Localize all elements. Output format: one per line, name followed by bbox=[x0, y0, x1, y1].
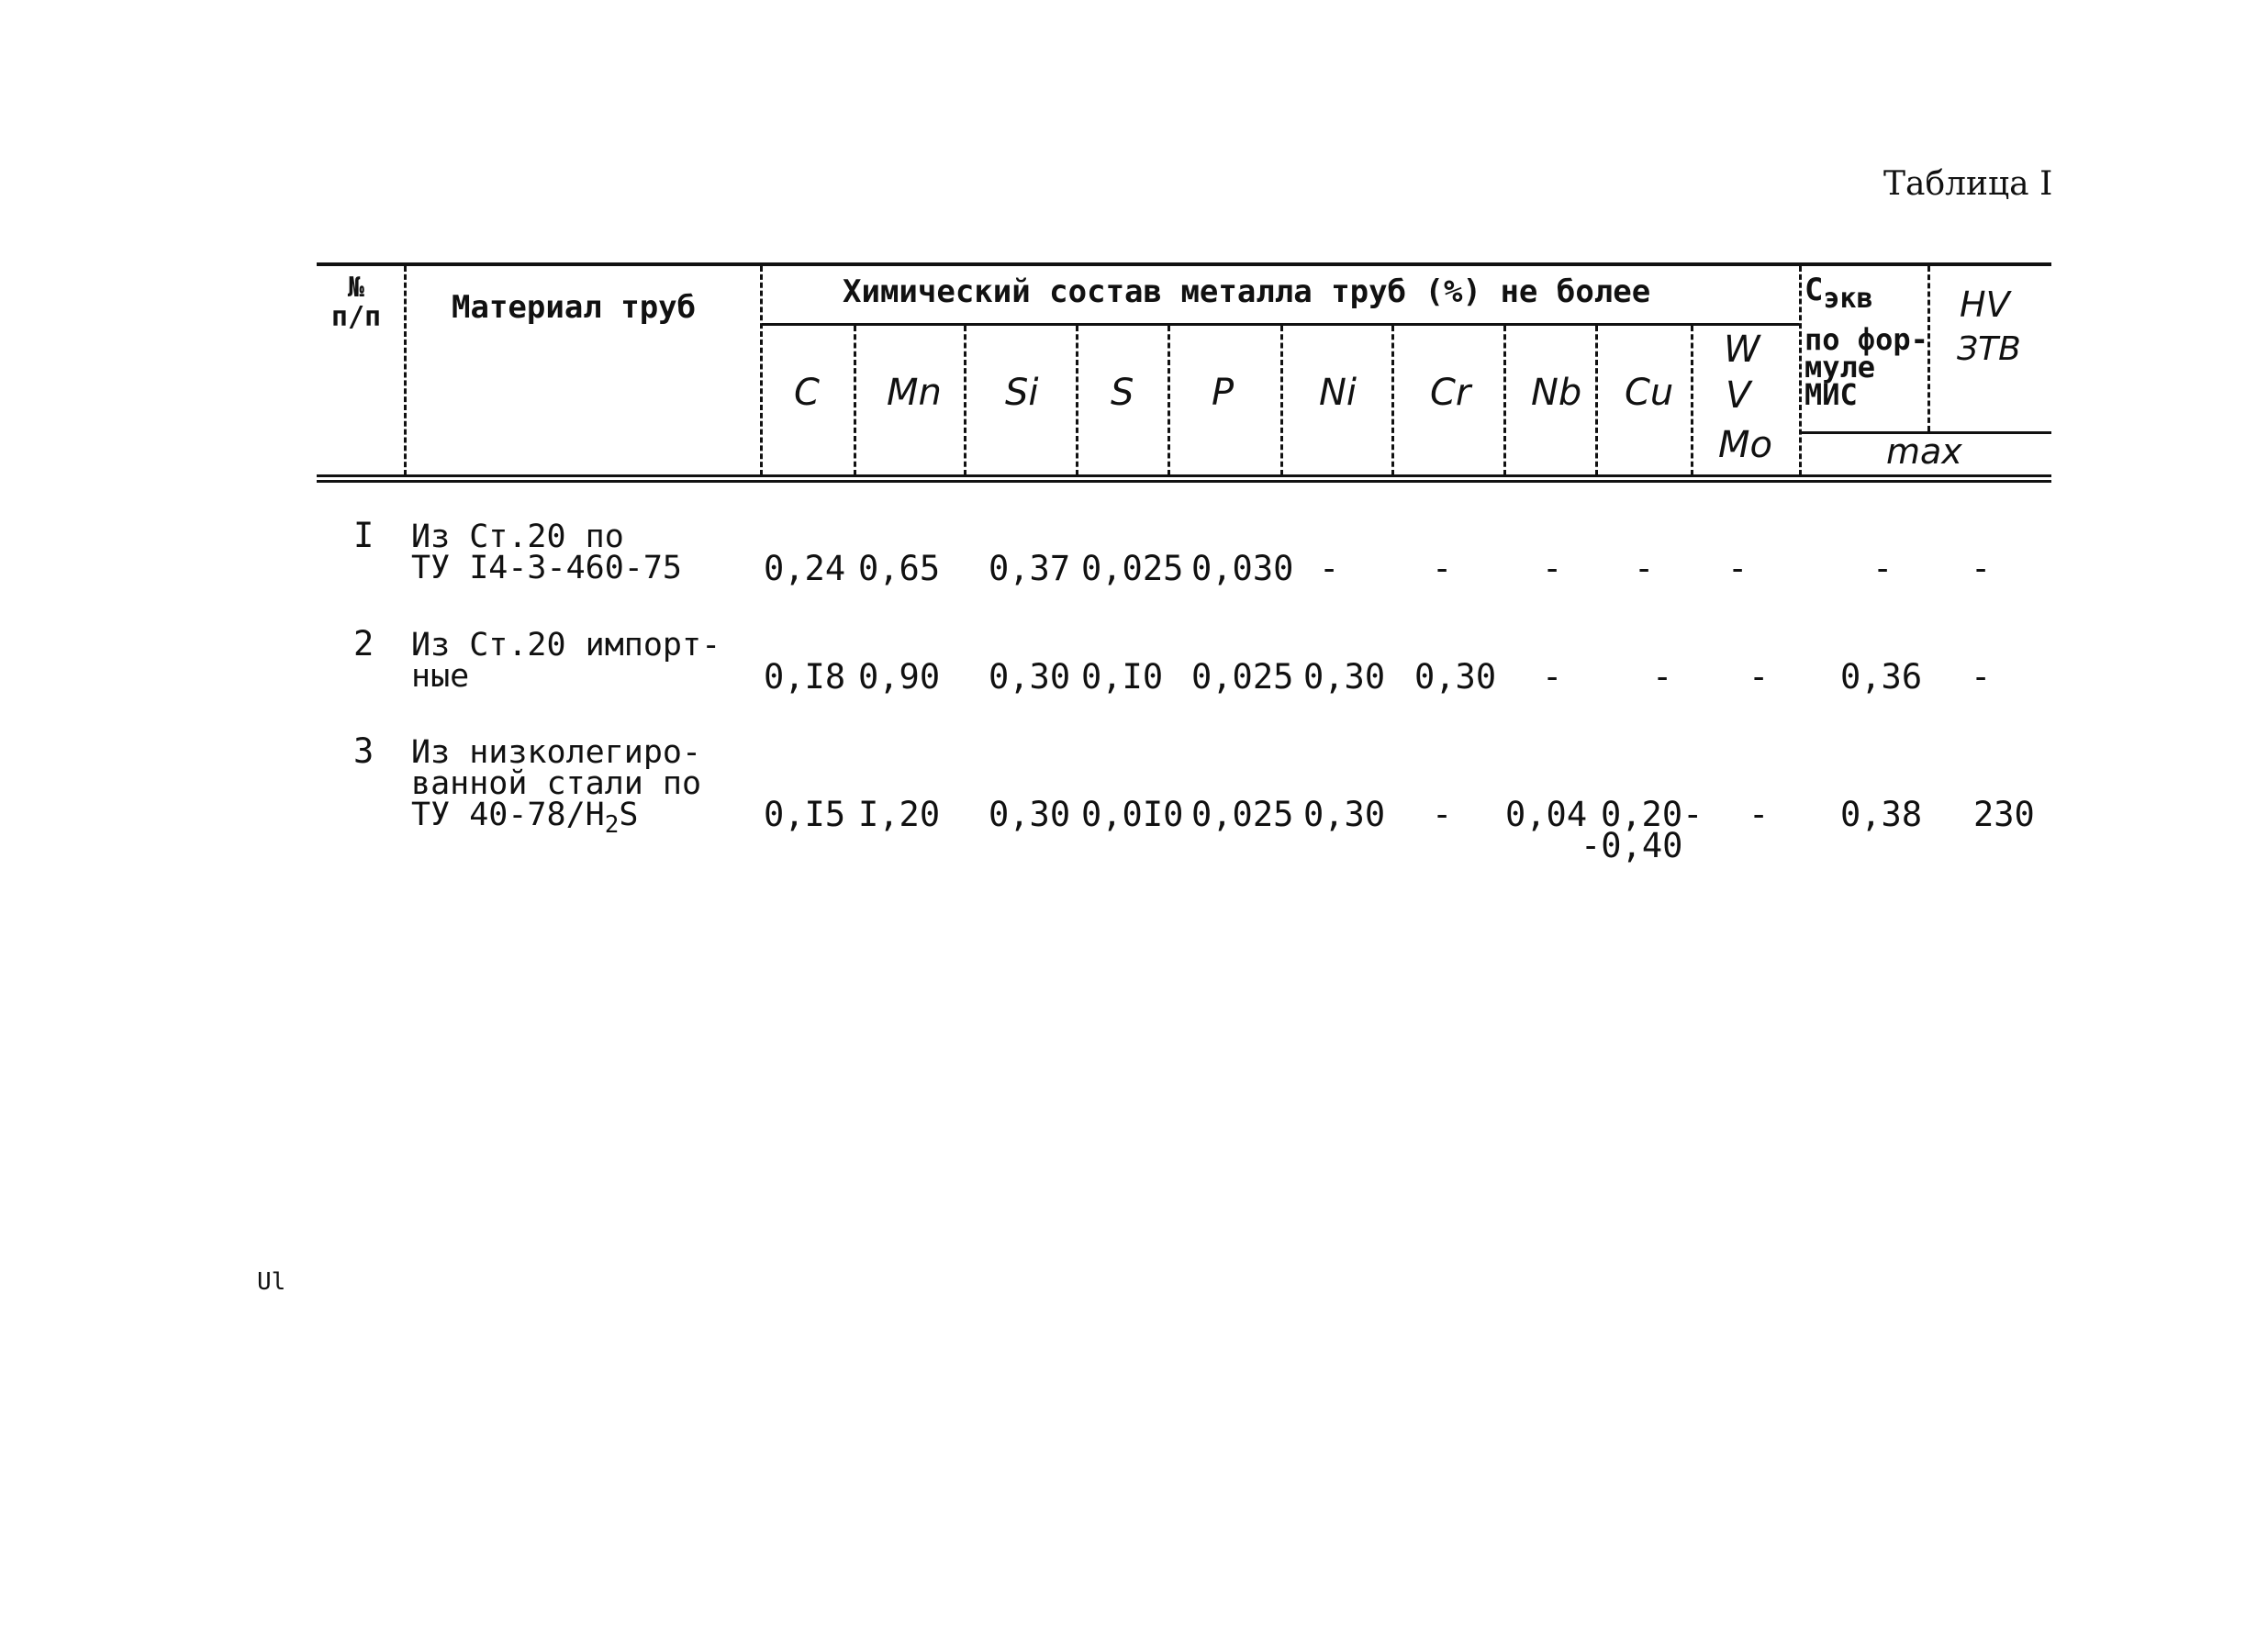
cell-wvmo: - bbox=[1727, 549, 1748, 588]
header-el-nb: Nb bbox=[1531, 372, 1582, 414]
col-divider bbox=[1280, 326, 1283, 475]
col-divider bbox=[760, 266, 763, 475]
cell-ceq: - bbox=[1872, 549, 1894, 588]
header-el-mo: Mo bbox=[1718, 424, 1772, 466]
cell-p: 0,025 bbox=[1191, 795, 1294, 834]
row-material bbox=[411, 627, 721, 695]
header-el-si: Si bbox=[1005, 372, 1039, 414]
header-el-ni: Ni bbox=[1319, 372, 1357, 414]
material-line-tail: S bbox=[619, 797, 639, 833]
col-divider bbox=[1799, 266, 1802, 475]
header-el-p: P bbox=[1212, 372, 1235, 414]
row-material bbox=[411, 521, 682, 584]
material-line: ные bbox=[411, 658, 470, 695]
table-top-rule bbox=[317, 262, 2051, 266]
cell-c: 0,I5 bbox=[764, 795, 846, 834]
header-hv: HV bbox=[1960, 284, 2010, 325]
header-material: Материал труб bbox=[452, 289, 697, 326]
header-el-v: V bbox=[1726, 374, 1751, 417]
table-caption: Таблица I bbox=[1883, 165, 2053, 203]
col-divider bbox=[1076, 326, 1078, 475]
cell-si: 0,37 bbox=[989, 549, 1071, 588]
header-num: № п/п bbox=[330, 272, 382, 333]
row-num: 2 bbox=[353, 624, 374, 663]
col-divider bbox=[854, 326, 856, 475]
cell-si: 0,30 bbox=[989, 795, 1071, 834]
cell-nb: - bbox=[1542, 657, 1563, 697]
header-bottom-rule bbox=[317, 474, 2051, 477]
cell-cr: 0,30 bbox=[1414, 657, 1497, 697]
cell-s: 0,025 bbox=[1081, 549, 1184, 588]
header-max: max bbox=[1886, 431, 1962, 472]
material-line: ТУ I4-3-460-75 bbox=[411, 550, 683, 586]
header-ceq-rest: по фор- муле МИС bbox=[1804, 322, 1928, 412]
material-subscript: 2 bbox=[604, 811, 620, 839]
cell-wvmo: - bbox=[1748, 657, 1770, 697]
cell-s: 0,0I0 bbox=[1081, 795, 1184, 834]
col-divider bbox=[1691, 326, 1693, 475]
row-material bbox=[411, 734, 702, 841]
material-line: Из Ст.20 импорт- bbox=[411, 627, 721, 663]
cell-ni: - bbox=[1319, 549, 1340, 588]
cell-cu: - bbox=[1652, 657, 1673, 697]
cell-cu-line2: -0,40 bbox=[1581, 826, 1683, 865]
header-el-w: W bbox=[1724, 329, 1760, 371]
cell-nb: - bbox=[1542, 549, 1563, 588]
cell-si: 0,30 bbox=[989, 657, 1071, 697]
cell-mn: 0,90 bbox=[858, 657, 941, 697]
material-line: ТУ 40-78/H bbox=[411, 797, 605, 833]
header-bottom-rule-2 bbox=[317, 480, 2051, 483]
header-hv-sub: ЗТВ bbox=[1957, 330, 2021, 368]
cell-c: 0,24 bbox=[764, 549, 846, 588]
header-el-cr: Cr bbox=[1430, 372, 1471, 414]
cell-cr: - bbox=[1432, 549, 1453, 588]
cell-s: 0,I0 bbox=[1081, 657, 1164, 697]
material-line: ванной стали по bbox=[411, 765, 702, 802]
header-ceq-c: C bbox=[1804, 272, 1824, 308]
cell-hv: 230 bbox=[1973, 795, 2035, 834]
header-el-mn: Mn bbox=[887, 372, 942, 414]
cell-p: 0,025 bbox=[1191, 657, 1294, 697]
material-line: Из Ст.20 по bbox=[411, 519, 624, 555]
header-ceq-sub: экв bbox=[1823, 282, 1873, 315]
cell-wvmo: - bbox=[1748, 795, 1770, 834]
col-divider bbox=[1503, 326, 1506, 475]
cell-hv: - bbox=[1971, 657, 1992, 697]
cell-ni: 0,30 bbox=[1303, 795, 1386, 834]
cell-nb: 0,04 bbox=[1505, 795, 1588, 834]
col-divider bbox=[1168, 326, 1170, 475]
row-num: 3 bbox=[353, 731, 374, 771]
cell-ceq: 0,38 bbox=[1840, 795, 1923, 834]
cell-c: 0,I8 bbox=[764, 657, 846, 697]
cell-ni: 0,30 bbox=[1303, 657, 1386, 697]
row-num: I bbox=[353, 516, 374, 555]
col-divider bbox=[964, 326, 966, 475]
cell-cr: - bbox=[1432, 795, 1453, 834]
material-line: Из низколегиро- bbox=[411, 734, 702, 771]
col-divider bbox=[404, 266, 407, 475]
cell-mn: 0,65 bbox=[858, 549, 941, 588]
header-el-cu: Cu bbox=[1625, 372, 1674, 414]
header-el-c: C bbox=[794, 372, 820, 414]
cell-cu: 0,20- bbox=[1601, 795, 1704, 834]
cell-mn: I,20 bbox=[858, 795, 941, 834]
cell-ceq: 0,36 bbox=[1840, 657, 1923, 697]
col-divider bbox=[1391, 326, 1394, 475]
cell-p: 0,030 bbox=[1191, 549, 1294, 588]
cell-hv: - bbox=[1971, 549, 1992, 588]
header-chem-group: Химический состав металла труб (%) не более bbox=[843, 273, 1651, 310]
header-ceq bbox=[1804, 272, 1873, 315]
header-el-s: S bbox=[1111, 372, 1134, 414]
footnote-mark: Ul bbox=[257, 1268, 286, 1296]
cell-cu: - bbox=[1634, 549, 1655, 588]
col-divider bbox=[1595, 326, 1598, 475]
